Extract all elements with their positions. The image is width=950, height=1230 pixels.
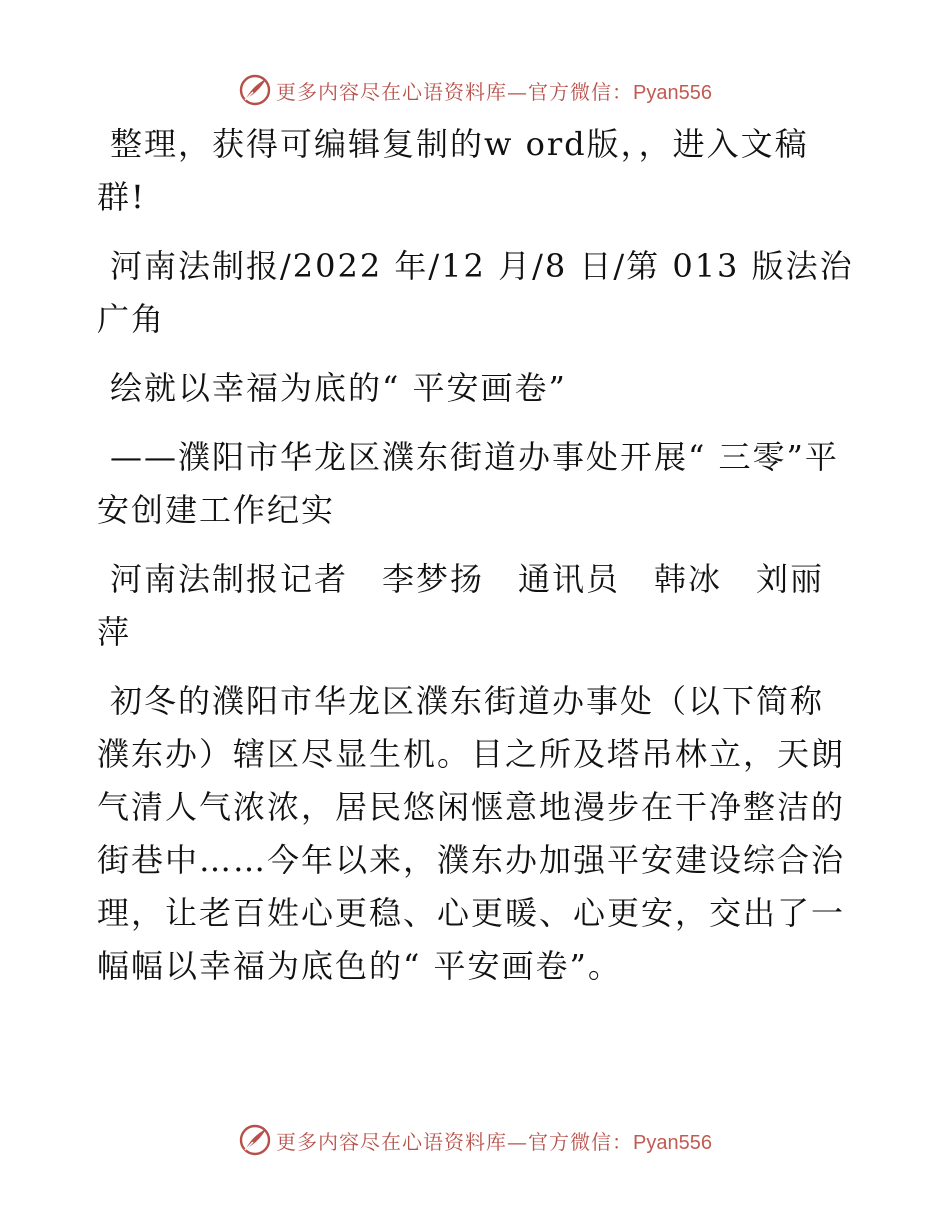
watermark-text: 更多内容尽在心语资料库—官方微信：Pyan556: [276, 1129, 712, 1154]
article-title: 绘就以幸福为底的“ 平安画卷”: [110, 369, 567, 407]
paragraph-source: 河南法制报/2022 年/12 月/8 日/第 013 版法治广角: [97, 247, 854, 338]
article-subtitle: ——濮阳市华龙区濮东街道办事处开展“ 三零”平安创建工作纪实: [97, 438, 839, 529]
watermark-text: 更多内容尽在心语资料库—官方微信：Pyan556: [276, 79, 712, 104]
header-watermark: [0, 70, 950, 110]
watermark-wechat-id: Pyan556: [633, 1131, 712, 1154]
watermark-wechat-id: Pyan556: [633, 81, 712, 104]
paragraph-body: 初冬的濮阳市华龙区濮东街道办事处（以下简称濮东办）辖区尽显生机。目之所及塔吊林立，天朗气清人气浓浓，居民悠闲惬意地漫步在干净整洁的街巷中……今年以来，濮东办加强平安建设综合治理，让老百姓心更稳、心更暖、心更安，交出了一幅幅以幸福为底色的“ 平安画卷”。: [97, 682, 846, 985]
feather-pen-circle-icon: [238, 73, 272, 107]
footer-watermark: [0, 1120, 950, 1160]
article-byline: 河南法制报记者 李梦扬 通讯员 韩冰 刘丽萍: [97, 560, 825, 651]
feather-pen-circle-icon: [238, 1123, 272, 1157]
paragraph-intro: 整理，获得可编辑复制的w ord版，，进入文稿群!: [97, 125, 809, 216]
document-body: [97, 118, 857, 993]
